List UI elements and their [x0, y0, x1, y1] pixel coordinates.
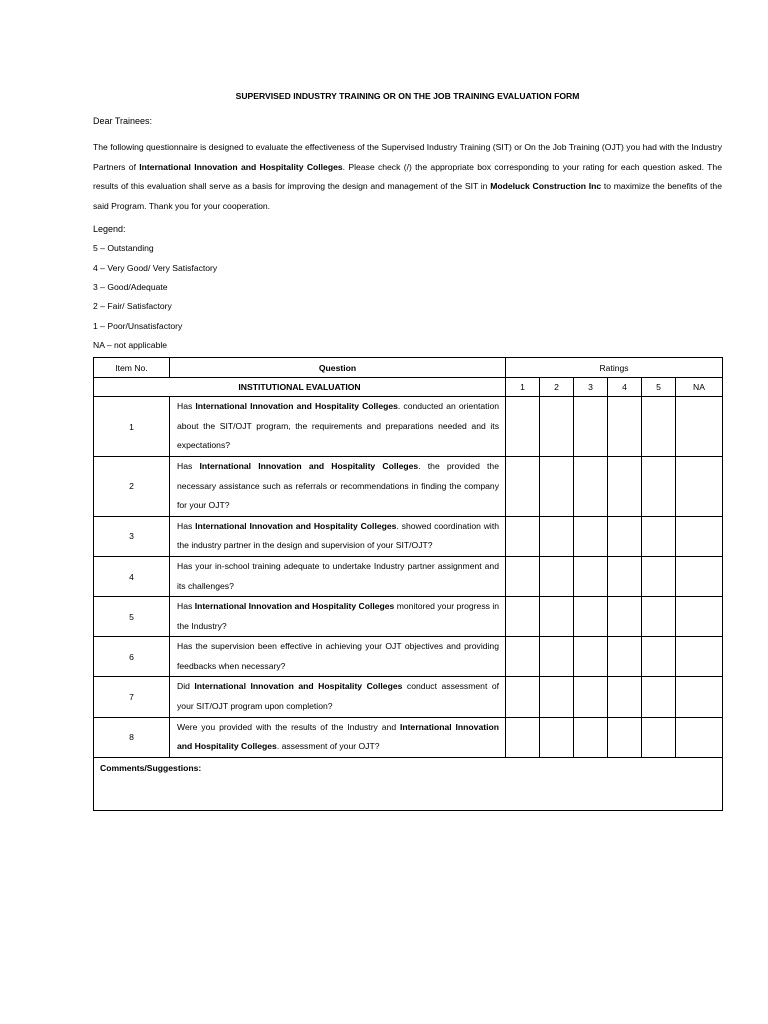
table-row	[94, 597, 723, 637]
section-row	[94, 378, 723, 397]
intro-text-1: The following questionnaire is designed to evaluate the effectiveness of the Supervised Industry Training (SIT) or On the Job Training (OJT) you had with the Industry Partners of	[93, 142, 722, 172]
item-number: 1	[94, 397, 170, 457]
table-row	[94, 677, 723, 717]
rating-checkbox-3[interactable]	[574, 556, 608, 596]
col-header-question: Question	[170, 358, 506, 378]
rating-checkbox-1[interactable]	[506, 516, 540, 556]
item-number: 5	[94, 597, 170, 637]
legend-item: 4 – Very Good/ Very Satisfactory	[93, 262, 218, 273]
col-header-ratings: Ratings	[506, 358, 723, 378]
rating-checkbox-na[interactable]	[676, 677, 723, 717]
legend-item: NA – not applicable	[93, 339, 168, 350]
intro-text-2: . Please check (/) the appropriate box corresponding to your rating for each question asked. The results of this evaluation shall serve as a basis for improving the design and management of the SIT in	[93, 161, 722, 192]
rating-checkbox-1[interactable]	[506, 637, 540, 677]
legend-title: Legend:	[93, 224, 126, 235]
rating-checkbox-4[interactable]	[608, 677, 642, 717]
comments-row	[94, 757, 723, 810]
question-text: Were you provided with the results of the Industry and International Innovation and Hospitality Colleges. assessment of your OJT?	[170, 717, 506, 757]
rating-checkbox-5[interactable]	[642, 717, 676, 757]
rating-label: 1	[506, 378, 540, 397]
intro-paragraph	[93, 138, 722, 216]
table-row	[94, 456, 723, 516]
rating-checkbox-1[interactable]	[506, 456, 540, 516]
rating-checkbox-1[interactable]	[506, 597, 540, 637]
rating-checkbox-na[interactable]	[676, 397, 723, 457]
rating-checkbox-3[interactable]	[574, 637, 608, 677]
rating-checkbox-4[interactable]	[608, 637, 642, 677]
question-text: Did International Innovation and Hospitality Colleges conduct assessment of your SIT/OJT program upon completion?	[170, 677, 506, 717]
rating-checkbox-3[interactable]	[574, 717, 608, 757]
rating-checkbox-2[interactable]	[540, 597, 574, 637]
rating-checkbox-na[interactable]	[676, 717, 723, 757]
legend-item: 1 – Poor/Unsatisfactory	[93, 320, 183, 331]
rating-checkbox-na[interactable]	[676, 556, 723, 596]
intro-org-name: International Innovation and Hospitality Colleges	[139, 161, 343, 172]
table-row	[94, 397, 723, 457]
rating-checkbox-na[interactable]	[676, 637, 723, 677]
comments-field[interactable]: Comments/Suggestions:	[94, 757, 723, 810]
rating-checkbox-5[interactable]	[642, 637, 676, 677]
item-number: 8	[94, 717, 170, 757]
item-number: 6	[94, 637, 170, 677]
rating-label: NA	[676, 378, 723, 397]
form-title: SUPERVISED INDUSTRY TRAINING OR ON THE JOB TRAINING EVALUATION FORM	[235, 91, 580, 101]
question-text: Has International Innovation and Hospitality Colleges. showed coordination with the industry partner in the design and supervision of your SIT/OJT?	[170, 516, 506, 556]
table-row	[94, 717, 723, 757]
rating-checkbox-5[interactable]	[642, 597, 676, 637]
rating-checkbox-1[interactable]	[506, 677, 540, 717]
rating-checkbox-4[interactable]	[608, 397, 642, 457]
legend-item: 3 – Good/Adequate	[93, 281, 168, 292]
table-header-row	[94, 358, 723, 378]
rating-checkbox-2[interactable]	[540, 516, 574, 556]
rating-checkbox-1[interactable]	[506, 717, 540, 757]
item-number: 4	[94, 556, 170, 596]
legend-item: 2 – Fair/ Satisfactory	[93, 301, 172, 312]
rating-checkbox-2[interactable]	[540, 717, 574, 757]
rating-checkbox-na[interactable]	[676, 597, 723, 637]
rating-checkbox-3[interactable]	[574, 397, 608, 457]
intro-company-name: Modeluck Construction Inc	[490, 181, 602, 192]
rating-label: 2	[540, 378, 574, 397]
rating-checkbox-4[interactable]	[608, 456, 642, 516]
question-text: Has International Innovation and Hospitality Colleges monitored your progress in the Industry?	[170, 597, 506, 637]
rating-label: 3	[574, 378, 608, 397]
rating-checkbox-5[interactable]	[642, 677, 676, 717]
rating-checkbox-2[interactable]	[540, 677, 574, 717]
rating-checkbox-5[interactable]	[642, 397, 676, 457]
item-number: 7	[94, 677, 170, 717]
intro-text-3: to maximize the benefits of the said Program. Thank you for your cooperation.	[93, 181, 722, 211]
greeting: Dear Trainees:	[93, 116, 153, 126]
rating-checkbox-4[interactable]	[608, 516, 642, 556]
rating-checkbox-3[interactable]	[574, 677, 608, 717]
table-row	[94, 516, 723, 556]
rating-checkbox-na[interactable]	[676, 456, 723, 516]
rating-checkbox-na[interactable]	[676, 516, 723, 556]
legend-item: 5 – Outstanding	[93, 243, 154, 254]
rating-checkbox-1[interactable]	[506, 397, 540, 457]
rating-checkbox-4[interactable]	[608, 556, 642, 596]
item-number: 3	[94, 516, 170, 556]
rating-checkbox-2[interactable]	[540, 397, 574, 457]
rating-checkbox-4[interactable]	[608, 597, 642, 637]
rating-label: 4	[608, 378, 642, 397]
evaluation-table	[93, 357, 723, 811]
evaluation-form	[93, 90, 722, 811]
col-header-item: Item No.	[94, 358, 170, 378]
rating-checkbox-4[interactable]	[608, 717, 642, 757]
table-row	[94, 637, 723, 677]
legend-list	[93, 242, 722, 350]
rating-checkbox-2[interactable]	[540, 637, 574, 677]
rating-checkbox-2[interactable]	[540, 456, 574, 516]
table-row	[94, 556, 723, 596]
rating-checkbox-5[interactable]	[642, 456, 676, 516]
rating-checkbox-3[interactable]	[574, 516, 608, 556]
rating-checkbox-1[interactable]	[506, 556, 540, 596]
rating-checkbox-3[interactable]	[574, 456, 608, 516]
rating-label: 5	[642, 378, 676, 397]
rating-checkbox-2[interactable]	[540, 556, 574, 596]
question-text: Has International Innovation and Hospitality Colleges. conducted an orientation about the SIT/OJT program, the requirements and preparations needed and its expectations?	[170, 397, 506, 457]
question-text: Has your in-school training adequate to undertake Industry partner assignment and its challenges?	[170, 556, 506, 596]
item-number: 2	[94, 456, 170, 516]
question-text: Has International Innovation and Hospitality Colleges. the provided the necessary assistance such as referrals or recommendations in finding the company for your OJT?	[170, 456, 506, 516]
section-title: INSTITUTIONAL EVALUATION	[94, 378, 506, 397]
question-text: Has the supervision been effective in achieving your OJT objectives and providing feedbacks when necessary?	[170, 637, 506, 677]
rating-checkbox-5[interactable]	[642, 556, 676, 596]
rating-checkbox-5[interactable]	[642, 516, 676, 556]
rating-checkbox-3[interactable]	[574, 597, 608, 637]
